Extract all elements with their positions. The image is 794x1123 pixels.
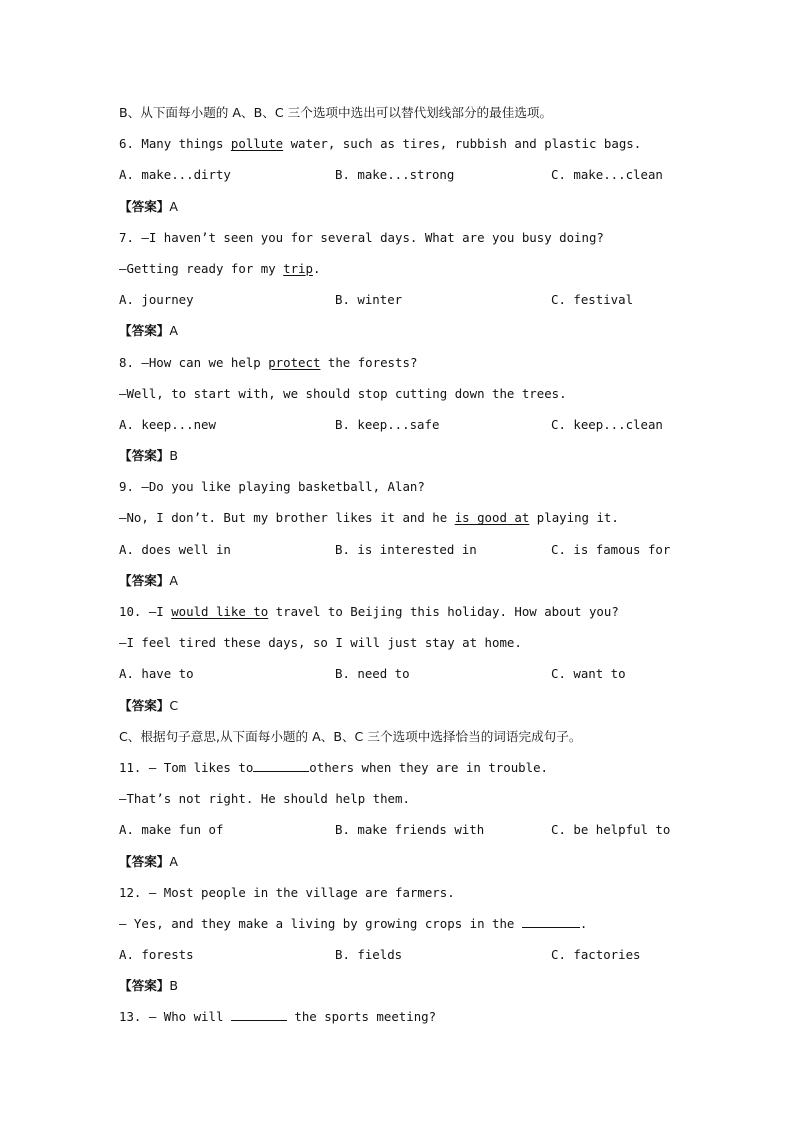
answer-blank (231, 1007, 287, 1021)
answer-label: 【答案】 (119, 853, 170, 869)
option-c: C. be helpful to (551, 822, 671, 838)
question-7-answer (119, 321, 719, 352)
question-9-reply: —No, I don’t. But my brother likes it and he is good at playing it. (119, 510, 619, 526)
underlined-word: is good at (454, 510, 530, 526)
question-6-options (119, 165, 719, 196)
answer-label: 【答案】 (119, 697, 170, 713)
question-10-stem: 10. —I would like to travel to Beijing this holiday. How about you? (119, 604, 619, 619)
answer-label: 【答案】 (119, 198, 170, 214)
option-a: A. keep...new (119, 416, 216, 432)
answer-value: B (169, 978, 179, 994)
answer-blank (522, 914, 580, 928)
question-8-answer (119, 446, 719, 477)
option-a: A. forests (119, 947, 194, 963)
option-b: B. fields (335, 947, 403, 963)
question-8-reply: —Well, to start with, we should stop cutting down the trees. (119, 385, 567, 401)
answer-value: A (169, 853, 178, 869)
question-9-options (119, 540, 719, 571)
answer-value: C (169, 697, 179, 713)
answer-value: A (169, 323, 178, 339)
question-12-stem: 12. — Most people in the village are farmers. (119, 884, 455, 900)
option-a: A. have to (119, 666, 194, 682)
question-11-answer (119, 852, 719, 883)
answer-value: A (169, 572, 178, 588)
option-c: C. make...clean (551, 167, 663, 183)
question-6-stem: 6. Many things pollute water, such as tires, rubbish and plastic bags. (119, 136, 642, 152)
question-10-options (119, 664, 719, 695)
question-6-answer (119, 197, 719, 228)
answer-label: 【答案】 (119, 572, 170, 588)
section-b-title: B、从下面每小题的 A、B、C 三个选项中选出可以替代划线部分的最佳选项。 (119, 105, 553, 120)
answer-value: A (169, 198, 178, 214)
option-b: B. is interested in (335, 541, 477, 557)
option-b: B. winter (335, 292, 403, 308)
underlined-word: would like to (171, 604, 269, 619)
option-c: C. is famous for (551, 541, 671, 557)
option-b: B. need to (335, 666, 410, 682)
question-7-options (119, 290, 719, 321)
question-11-stem: 11. — Tom likes to others when they are in trouble. (119, 759, 548, 775)
question-7-reply: —Getting ready for my trip. (119, 260, 321, 276)
option-b: B. make friends with (335, 822, 485, 838)
underlined-word: pollute (230, 136, 284, 152)
question-12-reply: — Yes, and they make a living by growing crops in the . (119, 915, 588, 931)
question-12-answer (119, 976, 719, 1007)
option-b: B. keep...safe (335, 416, 440, 432)
option-c: C. festival (551, 292, 634, 308)
option-c: C. keep...clean (551, 416, 663, 432)
answer-value: B (169, 448, 179, 464)
option-c: C. factories (551, 947, 641, 963)
option-c: C. want to (551, 666, 626, 682)
question-8-options (119, 415, 719, 446)
underlined-word: trip (283, 260, 313, 276)
option-b: B. make...strong (335, 167, 455, 183)
question-7-stem: 7. —I haven’t seen you for several days. What are you busy doing? (119, 229, 604, 245)
option-a: A. journey (119, 292, 194, 308)
question-13-stem: 13. — Who will the sports meeting? (119, 1009, 437, 1025)
option-a: A. make fun of (119, 822, 224, 838)
underlined-word: protect (268, 354, 321, 370)
answer-blank (253, 758, 309, 772)
answer-label: 【答案】 (119, 448, 170, 464)
question-8-stem: 8. —How can we help protect the forests? (119, 354, 418, 370)
answer-label: 【答案】 (119, 978, 170, 994)
answer-label: 【答案】 (119, 323, 170, 339)
question-11-reply: —That’s not right. He should help them. (119, 791, 410, 807)
question-9-stem: 9. —Do you like playing basketball, Alan? (119, 479, 425, 495)
option-a: A. make...dirty (119, 167, 231, 183)
document-page (119, 103, 719, 1039)
option-a: A. does well in (119, 541, 231, 557)
question-11-options (119, 820, 719, 851)
question-10-reply: —I feel tired these days, so I will just stay at home. (119, 635, 522, 651)
section-c-title: C、根据句子意思,从下面每小题的 A、B、C 三个选项中选择恰当的词语完成句子。 (119, 728, 582, 744)
question-12-options (119, 945, 719, 976)
question-9-answer (119, 571, 719, 602)
question-10-answer (119, 696, 719, 727)
